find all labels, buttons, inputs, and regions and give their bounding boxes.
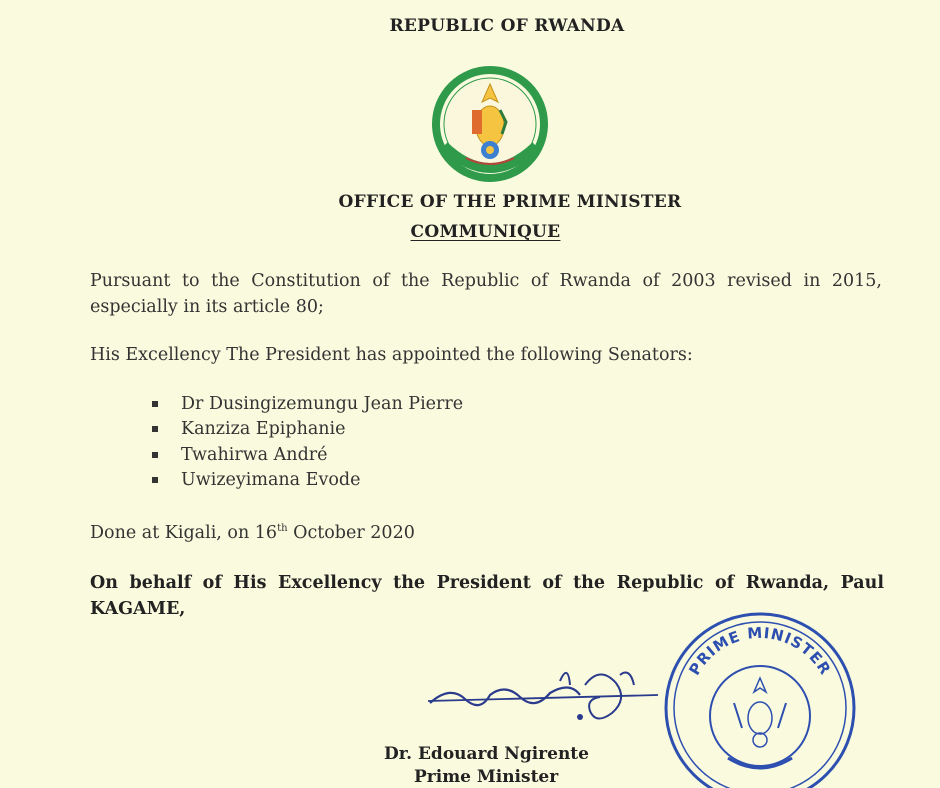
preamble-line-2: especially in its article 80; [90,297,324,317]
appointment-intro: His Excellency The President has appointed the following Senators: [90,345,693,365]
official-stamp [660,608,860,788]
bullet-icon [152,452,158,458]
handwritten-signature [420,655,680,735]
bullet-icon [152,401,158,407]
office-heading: OFFICE OF THE PRIME MINISTER [338,192,682,212]
country-heading: REPUBLIC OF RWANDA [389,16,625,36]
signatory-name: Dr. Edouard Ngirente [384,744,589,764]
coat-of-arms-emblem [430,62,550,192]
list-item: Uwizeyimana Evode [152,468,463,494]
signatory-title: Prime Minister [414,767,559,787]
list-item: Kanziza Epiphanie [152,417,463,443]
done-at-date: Done at Kigali, on 16th October 2020 [90,522,415,543]
list-item: Dr Dusingizemungu Jean Pierre [152,391,463,417]
senator-list [152,391,463,493]
bullet-icon [152,426,158,432]
closing-line-2: KAGAME, [90,599,186,619]
communique-heading: COMMUNIQUE [410,222,561,242]
preamble-line-1: Pursuant to the Constitution of the Republic of Rwanda of 2003 revised in 2015, [90,271,882,291]
closing-line-1: On behalf of His Excellency the President of the Republic of Rwanda, Paul [90,573,884,593]
list-item: Twahirwa André [152,442,463,468]
bullet-icon [152,477,158,483]
svg-text:PRIME MINISTER: PRIME MINISTER [685,623,835,679]
